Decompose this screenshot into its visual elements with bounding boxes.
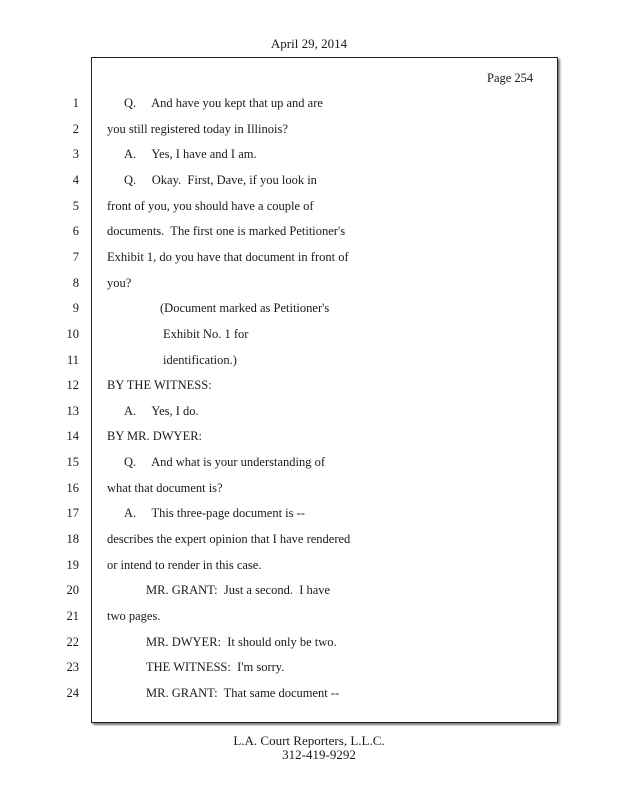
line-number: 23 <box>66 660 79 675</box>
transcript-line <box>0 172 618 198</box>
transcript-line <box>0 531 618 557</box>
line-text: MR. GRANT: Just a second. I have <box>146 583 331 598</box>
transcript-line <box>0 377 618 403</box>
line-text: (Document marked as Petitioner's <box>160 301 330 316</box>
line-text: what that document is? <box>107 480 223 495</box>
line-text: Exhibit No. 1 for <box>163 326 249 341</box>
transcript-line <box>0 403 618 429</box>
line-number: 17 <box>66 506 79 521</box>
line-number: 24 <box>66 685 79 700</box>
transcript-line <box>0 146 618 172</box>
line-text: two pages. <box>107 609 161 623</box>
transcript-date: April 29, 2014 <box>270 36 348 51</box>
line-number: 3 <box>72 147 79 162</box>
line-text: describes the expert opinion that I have rendered <box>107 532 351 547</box>
transcript-line <box>0 634 618 660</box>
line-text: BY MR. DWYER: <box>107 429 203 444</box>
transcript-line <box>0 428 618 454</box>
transcript-line <box>0 352 618 378</box>
transcript-line <box>0 505 618 531</box>
footer-phone: 312-419-9292 <box>282 747 356 762</box>
footer-company: L.A. Court Reporters, L.L.C. <box>233 733 385 748</box>
transcript-line <box>0 300 618 326</box>
line-text: THE WITNESS: I'm sorry. <box>146 660 285 675</box>
line-text: MR. GRANT: That same document -- <box>146 685 340 700</box>
line-number: 22 <box>66 634 79 649</box>
transcript-line <box>0 198 618 224</box>
line-text: BY THE WITNESS: <box>107 378 212 393</box>
transcript-line <box>0 659 618 685</box>
transcript-line <box>0 223 618 249</box>
line-number: 19 <box>66 557 79 572</box>
line-number: 18 <box>66 532 79 547</box>
transcript-line <box>0 121 618 147</box>
transcript-line <box>0 95 618 121</box>
line-number: 20 <box>66 583 79 598</box>
line-text: A. Yes, I have and I am. <box>124 147 257 162</box>
transcript-line <box>0 326 618 352</box>
line-text: you still registered today in Illinois? <box>107 121 288 136</box>
line-number: 14 <box>66 429 79 444</box>
line-text: Q. And what is your understanding of <box>124 455 326 470</box>
line-text: Q. Okay. First, Dave, if you look in <box>124 172 317 187</box>
line-number: 1 <box>72 96 79 110</box>
line-text: A. This three-page document is -- <box>124 506 305 521</box>
transcript-line <box>0 275 618 301</box>
line-number: 11 <box>66 352 79 367</box>
line-number: 12 <box>66 378 79 393</box>
line-number: 10 <box>66 326 79 341</box>
line-number: 15 <box>66 455 79 470</box>
transcript-line <box>0 557 618 583</box>
transcript-line <box>0 608 618 634</box>
line-number: 9 <box>72 301 79 316</box>
line-text: you? <box>107 275 132 290</box>
line-number: 5 <box>72 198 79 213</box>
line-number: 21 <box>66 609 79 623</box>
transcript-line <box>0 582 618 608</box>
line-number: 16 <box>66 480 79 495</box>
line-number: 13 <box>66 403 79 418</box>
line-text: MR. DWYER: It should only be two. <box>146 634 337 649</box>
page-number: Page 254 <box>487 71 534 85</box>
line-number: 7 <box>72 249 79 264</box>
line-number: 8 <box>72 275 79 290</box>
transcript-line <box>0 480 618 506</box>
line-text: or intend to render in this case. <box>107 557 262 572</box>
transcript-line <box>0 685 618 711</box>
transcript-line <box>0 249 618 275</box>
line-text: identification.) <box>163 352 237 367</box>
line-number: 2 <box>72 121 79 136</box>
line-text: Exhibit 1, do you have that document in front of <box>107 249 349 264</box>
line-text: Q. And have you kept that up and are <box>124 96 323 110</box>
line-text: A. Yes, I do. <box>124 403 199 418</box>
line-text: front of you, you should have a couple of <box>107 198 314 213</box>
line-number: 6 <box>72 224 79 239</box>
transcript-line <box>0 454 618 480</box>
line-number: 4 <box>72 172 79 187</box>
line-text: documents. The first one is marked Petitioner's <box>107 224 346 239</box>
